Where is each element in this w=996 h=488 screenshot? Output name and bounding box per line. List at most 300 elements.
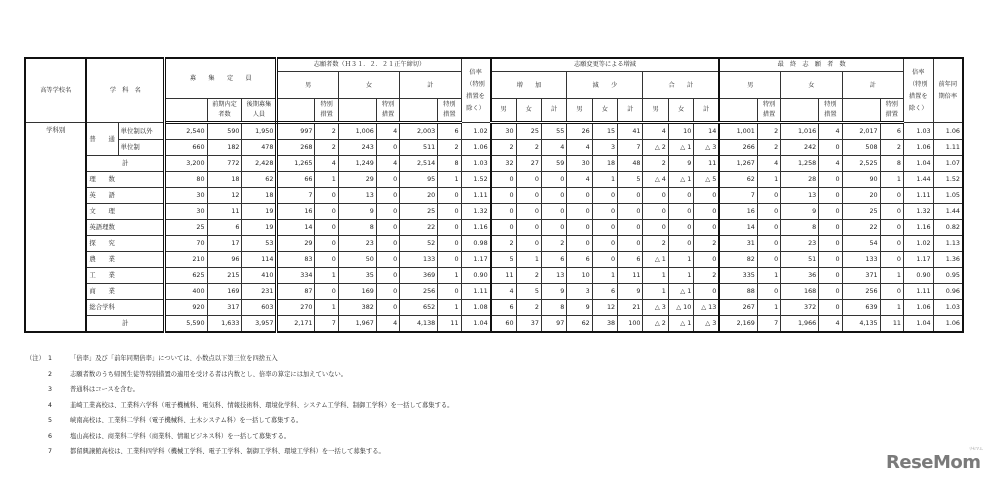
cell-fr: 1.06 [903, 300, 933, 316]
cell-fr: 1.44 [903, 172, 933, 188]
resemom-logo [886, 446, 983, 473]
cell-ts: 6 [438, 123, 461, 140]
capacity-total: 2,540 [165, 123, 207, 140]
cell-r: 1.17 [461, 252, 491, 268]
cell-dt: 11 [618, 268, 643, 284]
cell-ff: 1,966 [781, 316, 819, 333]
cell-ts: 0 [438, 204, 461, 220]
header-inc-female: 女 [516, 99, 541, 123]
subtotal-label: 計 [86, 316, 164, 333]
cell-df: 1 [592, 268, 617, 284]
cell-f: 243 [338, 140, 376, 156]
cell-m: 14 [277, 220, 315, 236]
cell-pr: 1.03 [933, 300, 963, 316]
cell-ms: 2 [315, 123, 338, 140]
cell-if: 0 [516, 172, 541, 188]
cell-ct: △ 5 [694, 172, 720, 188]
cell-cf: △ 1 [668, 172, 693, 188]
cell-pr: 1.13 [933, 236, 963, 252]
cell-if: 0 [516, 220, 541, 236]
cell-ts: 0 [438, 220, 461, 236]
note-item [26, 398, 453, 414]
header-final-total: 計 [842, 72, 903, 99]
cell-dm: 0 [567, 204, 592, 220]
logo-kana: リセマム [968, 446, 983, 451]
cell-ff: 1,258 [781, 156, 819, 172]
cell-pr: 1.44 [933, 204, 963, 220]
cell-r: 1.16 [461, 220, 491, 236]
cell-cf: 1 [668, 268, 693, 284]
note-item [26, 351, 453, 367]
cell-ff: 242 [781, 140, 819, 156]
cell-fm: 267 [719, 300, 757, 316]
cell-fm: 88 [719, 284, 757, 300]
cell-ft: 2,017 [842, 123, 880, 140]
cell-r: 1.02 [461, 123, 491, 140]
cell-pr: 1.06 [933, 316, 963, 333]
course-name: 工 業 [86, 268, 164, 284]
cell-ct: 14 [694, 123, 720, 140]
cell-if: 2 [516, 140, 541, 156]
cell-r: 1.08 [461, 300, 491, 316]
cell-ff: 8 [781, 220, 819, 236]
capacity-early: 17 [207, 236, 242, 252]
cell-fms: 4 [757, 156, 780, 172]
cell-fts: 0 [880, 284, 903, 300]
cell-cm: 1 [643, 268, 668, 284]
cell-fms: 0 [757, 204, 780, 220]
cell-fm: 31 [719, 236, 757, 252]
header-sum-female: 女 [668, 99, 693, 123]
capacity-early: 317 [207, 300, 242, 316]
table-row [25, 156, 963, 172]
cell-fms: 1 [757, 268, 780, 284]
cell-cf: 0 [668, 204, 693, 220]
cell-m: 87 [277, 284, 315, 300]
capacity-early: 772 [207, 156, 242, 172]
cell-fs: 0 [376, 220, 399, 236]
capacity-total: 30 [165, 204, 207, 220]
cell-m: 334 [277, 268, 315, 284]
cell-im: 6 [491, 300, 516, 316]
cell-r: 1.03 [461, 156, 491, 172]
cell-f: 8 [338, 220, 376, 236]
capacity-early: 12 [207, 188, 242, 204]
cell-ts: 0 [438, 284, 461, 300]
cell-fm: 16 [719, 204, 757, 220]
cell-f: 1,967 [338, 316, 376, 333]
header-final-female: 女 [781, 72, 842, 99]
cell-m: 268 [277, 140, 315, 156]
cell-fts: 0 [880, 252, 903, 268]
header-special: 特別措置 [819, 99, 842, 123]
cell-ft: 639 [842, 300, 880, 316]
cell-cm: 0 [643, 220, 668, 236]
course-name: 英語理数 [86, 220, 164, 236]
cell-fms: 2 [757, 140, 780, 156]
cell-fts: 2 [880, 140, 903, 156]
cell-ffs: 0 [819, 284, 842, 300]
cell-ts: 8 [438, 156, 461, 172]
capacity-early: 11 [207, 204, 242, 220]
table-row [25, 284, 963, 300]
cell-ct: 0 [694, 204, 720, 220]
cell-r: 1.52 [461, 172, 491, 188]
cell-fts: 11 [880, 316, 903, 333]
logo-text: ReseMom [886, 452, 981, 473]
cell-ct: 0 [694, 252, 720, 268]
cell-fm: 1,267 [719, 156, 757, 172]
cell-ms: 0 [315, 284, 338, 300]
cell-dm: 30 [567, 156, 592, 172]
note-prefix [26, 413, 48, 429]
cell-ff: 1,016 [781, 123, 819, 140]
cell-t: 25 [400, 204, 438, 220]
note-prefix [26, 398, 48, 414]
cell-f: 23 [338, 236, 376, 252]
cell-r: 0.98 [461, 236, 491, 252]
cell-fts: 0 [880, 236, 903, 252]
cell-dm: 0 [567, 188, 592, 204]
cell-ft: 20 [842, 188, 880, 204]
cell-fms: 1 [757, 172, 780, 188]
header-capacity-late: 後期募集人員 [242, 99, 277, 123]
cell-fs: 0 [376, 236, 399, 252]
cell-ct: 2 [694, 268, 720, 284]
capacity-total: 920 [165, 300, 207, 316]
header-total: 計 [400, 72, 461, 99]
cell-fts: 1 [880, 172, 903, 188]
capacity-total: 25 [165, 220, 207, 236]
cell-f: 29 [338, 172, 376, 188]
note-number: 5 [48, 417, 53, 424]
cell-dm: 62 [567, 316, 592, 333]
capacity-early: 590 [207, 123, 242, 140]
note-number: 1 [48, 355, 53, 362]
cell-im: 0 [491, 172, 516, 188]
capacity-late: 19 [242, 204, 277, 220]
capacity-early: 6 [207, 220, 242, 236]
capacity-total: 80 [165, 172, 207, 188]
course-name: 総合学科 [86, 300, 164, 316]
cell-t: 22 [400, 220, 438, 236]
cell-dt: 5 [618, 172, 643, 188]
cell-t: 52 [400, 236, 438, 252]
cell-t: 4,138 [400, 316, 438, 333]
header-special: 特別措置 [315, 99, 338, 123]
table-row [25, 300, 963, 316]
cell-fs: 0 [376, 140, 399, 156]
cell-r: 1.11 [461, 284, 491, 300]
note-item [26, 367, 453, 383]
cell-ffs: 4 [819, 316, 842, 333]
cell-fs: 0 [376, 268, 399, 284]
cell-ff: 372 [781, 300, 819, 316]
capacity-total: 625 [165, 268, 207, 284]
header-total-cap [165, 99, 207, 123]
cell-dm: 6 [567, 252, 592, 268]
course-name: 農 業 [86, 252, 164, 268]
cell-ms: 7 [315, 316, 338, 333]
cell-dt: 7 [618, 140, 643, 156]
cell-ffs: 0 [819, 300, 842, 316]
cell-fm: 62 [719, 172, 757, 188]
header-inc-total: 計 [541, 99, 566, 123]
cell-if: 5 [516, 284, 541, 300]
cell-im: 30 [491, 123, 516, 140]
cell-if: 0 [516, 236, 541, 252]
cell-cf: △ 10 [668, 300, 693, 316]
cell-ts: 1 [438, 172, 461, 188]
cell-ffs: 0 [819, 220, 842, 236]
course-name: 英 語 [86, 188, 164, 204]
table-row [25, 236, 963, 252]
note-prefix [26, 367, 48, 383]
header-capacity: 募 集 定 員 [165, 58, 277, 99]
cell-it: 55 [541, 123, 566, 140]
cell-it: 0 [541, 188, 566, 204]
note-item [26, 444, 453, 460]
school-label: 学科別 [25, 123, 86, 333]
header-male: 男 [277, 72, 338, 99]
cell-if: 0 [516, 188, 541, 204]
cell-ffs: 4 [819, 123, 842, 140]
cell-ffs: 0 [819, 252, 842, 268]
course-name: 普 通 [86, 123, 118, 156]
cell-cm: △ 1 [643, 252, 668, 268]
cell-ct: 11 [694, 156, 720, 172]
cell-r: 1.32 [461, 204, 491, 220]
cell-dt: 21 [618, 300, 643, 316]
cell-fr: 1.02 [903, 236, 933, 252]
header-blank [400, 99, 438, 123]
cell-dm: 10 [567, 268, 592, 284]
cell-ms: 4 [315, 156, 338, 172]
cell-cm: 1 [643, 284, 668, 300]
cell-cf: 0 [668, 236, 693, 252]
cell-fts: 0 [880, 188, 903, 204]
cell-fts: 0 [880, 204, 903, 220]
cell-dt: 6 [618, 252, 643, 268]
capacity-late: 1,950 [242, 123, 277, 140]
cell-fts: 6 [880, 123, 903, 140]
table-row [25, 220, 963, 236]
cell-ms: 0 [315, 236, 338, 252]
cell-f: 35 [338, 268, 376, 284]
cell-if: 25 [516, 123, 541, 140]
subtotal-label: 計 [86, 156, 164, 172]
cell-fs: 0 [376, 252, 399, 268]
cell-df: 0 [592, 252, 617, 268]
cell-it: 6 [541, 252, 566, 268]
cell-it: 97 [541, 316, 566, 333]
cell-pr: 1.36 [933, 252, 963, 268]
cell-ffs: 0 [819, 204, 842, 220]
cell-dt: 9 [618, 284, 643, 300]
cell-dt: 0 [618, 220, 643, 236]
cell-ms: 0 [315, 204, 338, 220]
cell-m: 7 [277, 188, 315, 204]
cell-dt: 0 [618, 204, 643, 220]
cell-fr: 1.04 [903, 156, 933, 172]
cell-cf: 0 [668, 188, 693, 204]
header-dec-female: 女 [592, 99, 617, 123]
applicants-table [24, 57, 964, 333]
cell-f: 1,249 [338, 156, 376, 172]
cell-if: 0 [516, 204, 541, 220]
header-ratio: 倍率（特別措置を除く） [461, 58, 491, 123]
cell-cm: 0 [643, 204, 668, 220]
cell-ffs: 0 [819, 172, 842, 188]
cell-ffs: 0 [819, 140, 842, 156]
cell-ft: 133 [842, 252, 880, 268]
cell-cm: △ 2 [643, 140, 668, 156]
capacity-late: 19 [242, 220, 277, 236]
note-item [26, 382, 453, 398]
cell-it: 0 [541, 220, 566, 236]
cell-ct: △ 13 [694, 300, 720, 316]
cell-cm: △ 2 [643, 316, 668, 333]
cell-t: 256 [400, 284, 438, 300]
cell-ct: △ 3 [694, 140, 720, 156]
cell-it: 4 [541, 140, 566, 156]
cell-cm: 4 [643, 123, 668, 140]
cell-fms: 1 [757, 300, 780, 316]
header-capacity-early: 前期内定者数 [207, 99, 242, 123]
cell-fms: 0 [757, 220, 780, 236]
cell-fr: 1.11 [903, 284, 933, 300]
cell-fs: 0 [376, 172, 399, 188]
note-number: 4 [48, 401, 53, 409]
cell-pr: 1.52 [933, 172, 963, 188]
header-change: 志願変更等による増減 [491, 58, 720, 72]
header-increase: 増 加 [491, 72, 567, 99]
note-number: 7 [48, 448, 53, 455]
header-blank [719, 99, 757, 123]
cell-fs: 0 [376, 204, 399, 220]
cell-if: 37 [516, 316, 541, 333]
cell-fr: 1.17 [903, 252, 933, 268]
cell-ft: 90 [842, 172, 880, 188]
table-row [25, 172, 963, 188]
cell-fm: 266 [719, 140, 757, 156]
header-dec-male: 男 [567, 99, 592, 123]
cell-fs: 0 [376, 300, 399, 316]
cell-m: 66 [277, 172, 315, 188]
capacity-early: 1,633 [207, 316, 242, 333]
cell-ffs: 4 [819, 156, 842, 172]
header-prev-ratio: 前年同期倍率 [933, 58, 963, 123]
capacity-late: 53 [242, 236, 277, 252]
cell-ts: 11 [438, 316, 461, 333]
table-row [25, 140, 963, 156]
note-number: 2 [48, 370, 53, 378]
cell-fr: 1.03 [903, 123, 933, 140]
cell-fms: 0 [757, 188, 780, 204]
cell-fr: 1.32 [903, 204, 933, 220]
cell-ft: 22 [842, 220, 880, 236]
capacity-late: 231 [242, 284, 277, 300]
cell-im: 0 [491, 188, 516, 204]
cell-ct: △ 3 [694, 316, 720, 333]
header-sum-total: 計 [694, 99, 720, 123]
course-name: 文 理 [86, 204, 164, 220]
cell-cm: △ 4 [643, 172, 668, 188]
cell-ft: 371 [842, 268, 880, 284]
cell-if: 2 [516, 300, 541, 316]
cell-cm: △ 3 [643, 300, 668, 316]
cell-im: 5 [491, 252, 516, 268]
cell-dt: 48 [618, 156, 643, 172]
cell-it: 0 [541, 204, 566, 220]
cell-fms: 0 [757, 236, 780, 252]
cell-fts: 0 [880, 220, 903, 236]
cell-dm: 4 [567, 172, 592, 188]
cell-im: 2 [491, 140, 516, 156]
header-blank [338, 99, 376, 123]
capacity-late: 603 [242, 300, 277, 316]
cell-fr: 1.04 [903, 316, 933, 333]
capacity-late: 2,428 [242, 156, 277, 172]
cell-ts: 1 [438, 300, 461, 316]
header-sum-male: 男 [643, 99, 668, 123]
cell-f: 9 [338, 204, 376, 220]
cell-ft: 256 [842, 284, 880, 300]
cell-dt: 0 [618, 188, 643, 204]
capacity-late: 62 [242, 172, 277, 188]
header-inc-male: 男 [491, 99, 516, 123]
note-text: 志願者数のうち帰国生徒等特別措置の適用を受ける者は内数とし、倍率の算定には加えていない。 [70, 370, 348, 378]
cell-ff: 36 [781, 268, 819, 284]
note-prefix [26, 444, 48, 460]
cell-t: 652 [400, 300, 438, 316]
header-course: 学 科 名 [86, 58, 164, 123]
note-text: 峡南高校は、工業科二学科（電子機械科、土木システム科）を一括して募集する。 [70, 417, 303, 424]
cell-ff: 9 [781, 204, 819, 220]
cell-r: 1.04 [461, 316, 491, 333]
header-dec-total: 計 [618, 99, 643, 123]
cell-it: 13 [541, 268, 566, 284]
cell-dm: 9 [567, 300, 592, 316]
table-row [25, 252, 963, 268]
note-item [26, 413, 453, 429]
cell-m: 1,265 [277, 156, 315, 172]
cell-fs: 0 [376, 284, 399, 300]
cell-it: 59 [541, 156, 566, 172]
cell-pr: 1.11 [933, 140, 963, 156]
cell-cf: 10 [668, 123, 693, 140]
note-number: 3 [48, 386, 53, 393]
cell-m: 83 [277, 252, 315, 268]
cell-ms: 0 [315, 220, 338, 236]
cell-r: 1.06 [461, 140, 491, 156]
cell-t: 2,514 [400, 156, 438, 172]
capacity-total: 660 [165, 140, 207, 156]
cell-im: 4 [491, 284, 516, 300]
cell-fms: 7 [757, 316, 780, 333]
cell-df: 0 [592, 236, 617, 252]
capacity-total: 70 [165, 236, 207, 252]
cell-ff: 51 [781, 252, 819, 268]
cell-dm: 26 [567, 123, 592, 140]
cell-dm: 0 [567, 220, 592, 236]
cell-cm: 2 [643, 236, 668, 252]
cell-r: 0.90 [461, 268, 491, 284]
cell-ff: 23 [781, 236, 819, 252]
cell-cm: 0 [643, 188, 668, 204]
cell-ms: 1 [315, 172, 338, 188]
cell-df: 0 [592, 188, 617, 204]
